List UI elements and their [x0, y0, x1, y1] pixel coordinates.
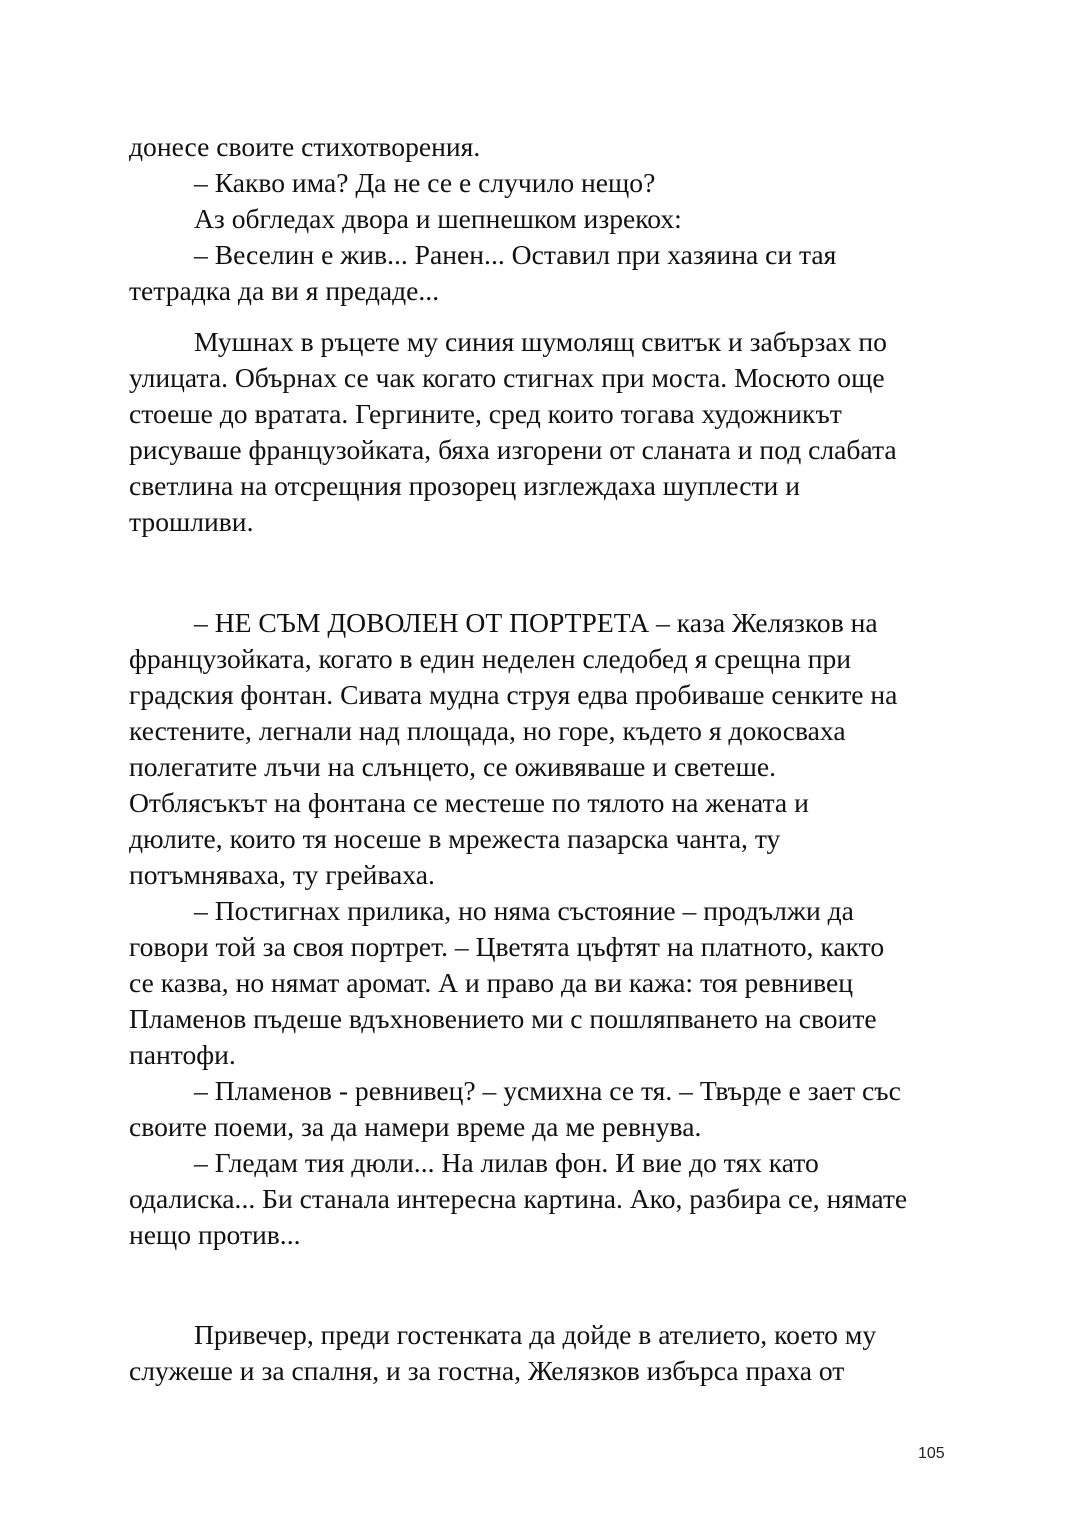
text-line: – Пламенов - ревнивец? – усмихна се тя. – Твърде е зает със — [194, 1075, 901, 1106]
text-line: донесе своите стихотворения. — [129, 131, 481, 162]
text-line: тетрадка да ви я предаде... — [129, 275, 440, 306]
text-line: Пламенов пъдеше вдъхновението ми с пошляпването на своите — [129, 1003, 877, 1034]
text-line: се казва, но нямат аромат. А и право да ви кажа: тоя ревнивец — [129, 967, 854, 998]
text-line: градския фонтан. Сивата мудна струя едва пробиваше сенките на — [129, 679, 898, 710]
text-line: – НЕ СЪМ ДОВОЛЕН ОТ ПОРТРЕТА – каза Желязков на — [194, 607, 878, 638]
text-line: Мушнах в ръцете му синия шумолящ свитък и забързах по — [194, 326, 887, 357]
text-line: нещо против... — [129, 1219, 301, 1250]
text-line: дюлите, които тя носеше в мрежеста пазарска чанта, ту — [129, 823, 781, 854]
text-line: Отблясъкът на фонтана се местеше по тялото на жената и — [129, 787, 809, 818]
page-number: 105 — [918, 1445, 945, 1462]
text-line: улицата. Обърнах се чак когато стигнах при моста. Мосюто още — [129, 362, 885, 393]
text-line: рисуваше французойката, бяха изгорени от сланата и под слабата — [129, 434, 897, 465]
text-line: пантофи. — [129, 1039, 236, 1070]
text-line: говори той за своя портрет. – Цветята цъфтят на платното, както — [129, 931, 885, 962]
text-line: светлина на отсрещния прозорец изглеждаха шуплести и — [129, 470, 800, 501]
text-line: одалиска... Би станала интересна картина. Ако, разбира се, нямате — [129, 1183, 908, 1214]
text-line: стоеше до вратата. Гергините, сред които тогава художникът — [129, 398, 842, 429]
text-line: – Постигнах прилика, но няма състояние – продължи да — [194, 895, 854, 926]
text-line: потъмняваха, ту грейваха. — [129, 859, 435, 890]
text-line: Аз обгледах двора и шепнешком изрекох: — [194, 203, 682, 234]
text-line: – Какво има? Да не се е случило нещо? — [194, 167, 656, 198]
text-line: – Гледам тия дюли... На лилав фон. И вие до тях като — [194, 1147, 819, 1178]
text-line: – Веселин е жив... Ранен... Оставил при хазяина си тая — [194, 239, 837, 270]
text-line: Привечер, преди гостенката да дойде в ателието, което му — [194, 1319, 877, 1350]
text-line: служеше и за спалня, и за гостна, Желязков избърса праха от — [129, 1355, 845, 1386]
text-line: трошливи. — [129, 506, 254, 537]
text-line: полегатите лъчи на слънцето, се оживяваше и светеше. — [129, 751, 777, 782]
text-line: своите поеми, за да намери време да ме ревнува. — [129, 1111, 702, 1142]
text-line: французойката, когато в един неделен следобед я срещна при — [129, 643, 852, 674]
text-line: кестените, легнали над площада, но горе, където я докосваха — [129, 715, 846, 746]
